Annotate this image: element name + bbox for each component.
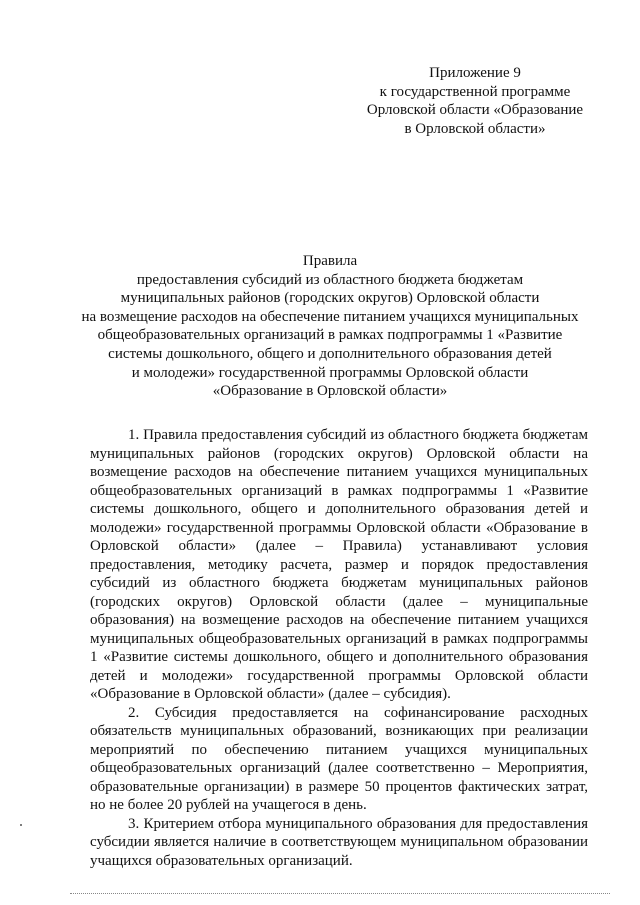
page-bottom-edge bbox=[70, 893, 610, 894]
annex-line: к государственной программе bbox=[379, 83, 571, 100]
title-line: муниципальных районов (городских округов) Орловской области bbox=[120, 290, 540, 307]
annex-line: в Орловской области» bbox=[404, 120, 546, 137]
paragraph-2: 2. Субсидия предоставляется на софинансирование расходных обязательств муниципальных образований, возникающих при реализации мероприятий по обеспечению питанием учащихся муниципальных общеобразовательных организаций (далее соответственно – Мероприятия, образовательные организации) в размере 50 процентов фактических затрат, но не более 20 рублей на учащегося в день. bbox=[90, 704, 588, 813]
paragraph-3: 3. Критерием отбора муниципального образования для предоставления субсидии является наличие в соответствующем муниципальном образовании учащихся образовательных организаций. bbox=[90, 815, 588, 869]
document-body bbox=[90, 426, 588, 870]
title-line: на возмещение расходов на обеспечение питанием учащихся муниципальных bbox=[81, 308, 579, 325]
title-line: и молодежи» государственной программы Орловской области bbox=[131, 364, 529, 381]
title-line: предоставления субсидий из областного бюджета бюджетам bbox=[136, 271, 524, 288]
title-heading: Правила bbox=[302, 253, 358, 269]
annex-line: Приложение 9 bbox=[429, 65, 521, 81]
title-line: «Образование в Орловской области» bbox=[212, 383, 448, 400]
annex-header bbox=[340, 64, 610, 138]
paragraph-1: 1. Правила предоставления субсидий из областного бюджета бюджетам муниципальных районов (городских округов) Орловской области на возмещение расходов на обеспечение питанием учащихся муниципальных общеобразовательных организаций в рамках подпрограммы 1 «Развитие системы дошкольного, общего и дополнительного образования детей и молодежи» государственной программы Орловской области «Образование в Орловской области» (далее – Правила) устанавливают условия предоставления, методику расчета, размер и порядок предоставления субсидий из областного бюджета бюджетам муниципальных районов (городских округов) Орловской области (далее – муниципальные образования) на возмещение расходов на обеспечение питанием учащихся муниципальных общеобразовательных организаций в рамках подпрограммы 1 «Развитие системы дошкольного, общего и дополнительного образования детей и молодежи» государственной программы Орловской области «Образование в Орловской области» (далее – субсидия). bbox=[90, 427, 588, 702]
document-title bbox=[60, 252, 600, 401]
scan-speck bbox=[20, 824, 22, 826]
title-line: общеобразовательных организаций в рамках подпрограммы 1 «Развитие bbox=[97, 327, 563, 344]
annex-line: Орловской области «Образование bbox=[366, 102, 584, 118]
title-line: системы дошкольного, общего и дополнительного образования детей bbox=[108, 345, 552, 362]
